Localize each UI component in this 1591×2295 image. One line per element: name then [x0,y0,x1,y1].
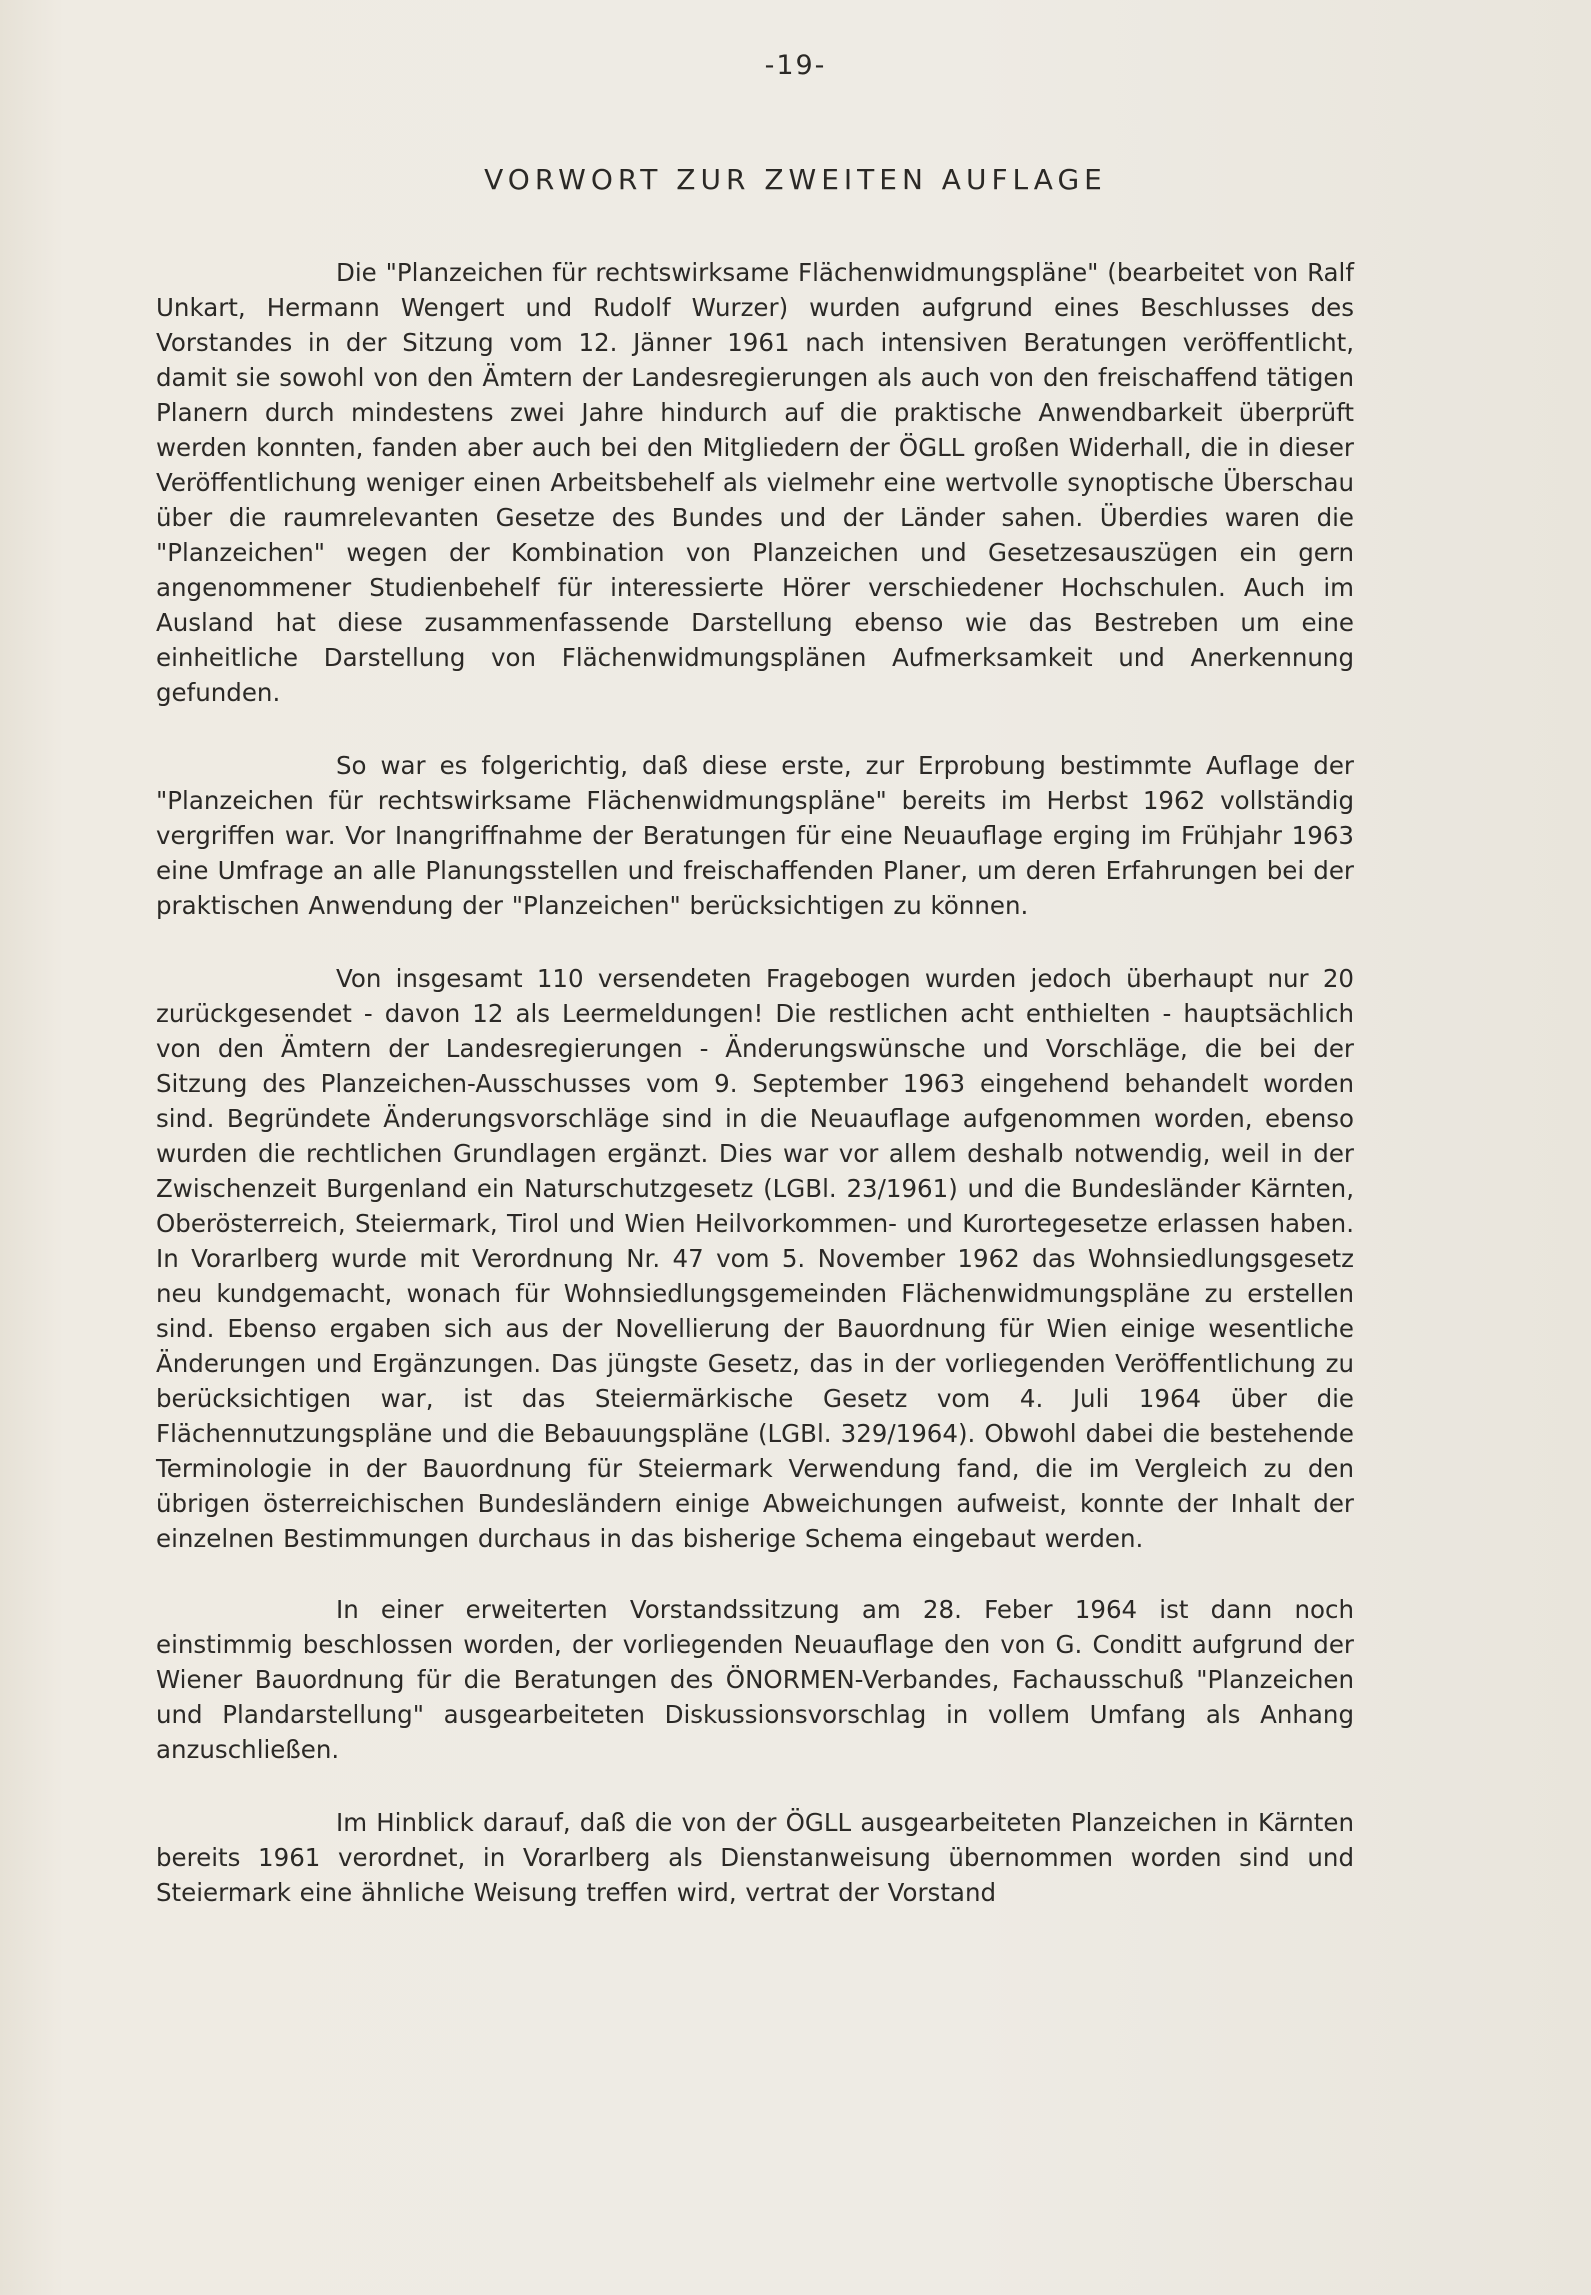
paragraph: Im Hinblick darauf, daß die von der ÖGLL ausgearbeiteten Planzeichen in Kärnten bereits 1961 verordnet, in Vorarlberg als Dienstanweisung übernommen worden sind und Steiermark eine ähnliche Weisung treffen wird, vertrat der Vorstand [156,1808,1354,1907]
paragraph: In einer erweiterten Vorstandssitzung am 28. Feber 1964 ist dann noch einstimmig beschlossen worden, der vorliegenden Neuauflage den von G. Conditt aufgrund der Wiener Bauordnung für die Beratungen des ÖNORMEN-Verbandes, Fachausschuß "Planzeichen und Plandarstellung" ausgearbeiteten Diskussionsvorschlag in vollem Umfang als Anhang anzuschließen. [156,1595,1354,1764]
page-heading: VORWORT ZUR ZWEITEN AUFLAGE [484,163,1107,196]
paragraph: Von insgesamt 110 versendeten Fragebogen wurden jedoch überhaupt nur 20 zurückgesendet - davon 12 als Leermeldungen! Die restlichen acht enthielten - hauptsächlich von den Ämtern der Landesregierungen - Änderungswünsche und Vorschläge, die bei der Sitzung des Planzeichen-Ausschusses vom 9. September 1963 eingehend behandelt worden sind. Begründete Änderungsvorschläge sind in die Neuauflage aufgenommen worden, ebenso wurden die rechtlichen Grundlagen ergänzt. Dies war vor allem deshalb notwendig, weil in der Zwischenzeit Burgenland ein Naturschutzgesetz (LGBl. 23/1961) und die Bundesländer Kärnten, Oberösterreich, Steiermark, Tirol und Wien Heilvorkommen- und Kurortegesetze erlassen haben. In Vorarlberg wurde mit Verordnung Nr. 47 vom 5. November 1962 das Wohnsiedlungsgesetz neu kundgemacht, wonach für Wohnsiedlungsgemeinden Flächenwidmungspläne zu erstellen sind. Ebenso ergaben sich aus der Novellierung der Bauordnung für Wien einige wesentliche Änderungen und Ergänzungen. Das jüngste Gesetz, das in der vorliegenden Veröffentlichung zu berücksichtigen war, ist das Steiermärkische Gesetz vom 4. Juli 1964 über die Flächennutzungspläne und die Bebauungspläne (LGBl. 329/1964). Obwohl dabei die bestehende Terminologie in der Bauordnung für Steiermark Verwendung fand, die im Vergleich zu den übrigen österreichischen Bundesländern einige Abweichungen aufweist, konnte der Inhalt der einzelnen Bestimmungen durchaus in das bisherige Schema eingebaut werden. [156,964,1354,1553]
page-number: -19- [764,50,827,81]
paragraph: Die "Planzeichen für rechtswirksame Flächenwidmungspläne" (bearbeitet von Ralf Unkart, Hermann Wengert und Rudolf Wurzer) wurden aufgrund eines Beschlusses des Vorstandes in der Sitzung vom 12. Jänner 1961 nach intensiven Beratungen veröffentlicht, damit sie sowohl von den Ämtern der Landesregierungen als auch von den freischaffend tätigen Planern durch mindestens zwei Jahre hindurch auf die praktische Anwendbarkeit überprüft werden konnten, fanden aber auch bei den Mitgliedern der ÖGLL großen Widerhall, die in dieser Veröffentlichung weniger einen Arbeitsbehelf als vielmehr eine wertvolle synoptische Überschau über die raumrelevanten Gesetze des Bundes und der Länder sahen. Überdies waren die "Planzeichen" wegen der Kombination von Planzeichen und Gesetzesauszügen ein gern angenommener Studienbehelf für interessierte Hörer verschiedener Hochschulen. Auch im Ausland hat diese zusammenfassende Darstellung ebenso wie das Bestreben um eine einheitliche Darstellung von Flächenwidmungsplänen Aufmerksamkeit und Anerkennung gefunden. [156,258,1354,707]
paragraph: So war es folgerichtig, daß diese erste, zur Erprobung bestimmte Auflage der "Planzeichen für rechtswirksame Flächenwidmungspläne" bereits im Herbst 1962 vollständig vergriffen war. Vor Inangriffnahme der Beratungen für eine Neuauflage erging im Frühjahr 1963 eine Umfrage an alle Planungsstellen und freischaffenden Planer, um deren Erfahrungen bei der praktischen Anwendung der "Planzeichen" berücksichtigen zu können. [156,751,1354,920]
body-text [156,255,1354,1948]
